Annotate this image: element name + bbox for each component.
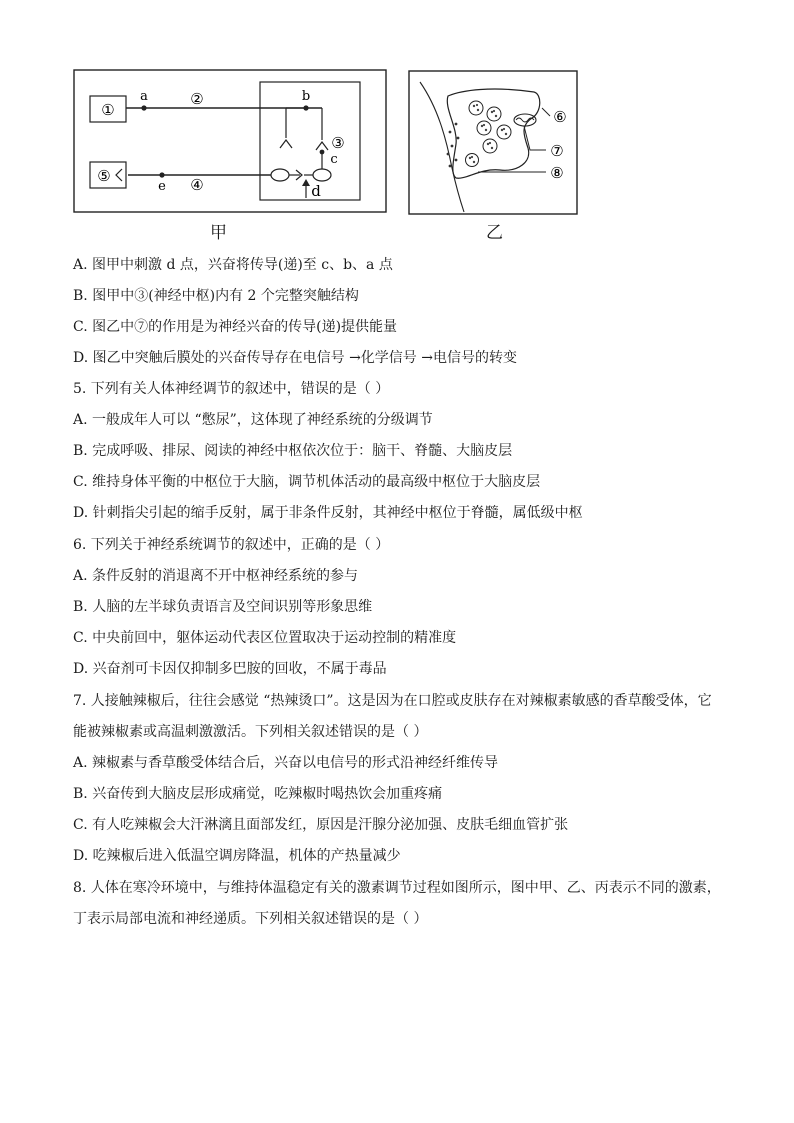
figure-area bbox=[72, 68, 582, 244]
q6-option-b: B. 人脑的左半球负责语言及空间识别等形象思维 bbox=[73, 599, 373, 615]
q5-stem: 5. 下列有关人体神经调节的叙述中，错误的是（ ） bbox=[73, 381, 390, 397]
neuron-body-left bbox=[271, 169, 289, 181]
q4-option-a: A. 图甲中刺激 d 点，兴奋将传导(递)至 c、b、a 点 bbox=[73, 257, 393, 273]
point-a bbox=[141, 105, 146, 110]
label-6: ⑥ bbox=[553, 108, 567, 126]
label-e: e bbox=[158, 179, 166, 194]
reflex-arc-diagram bbox=[72, 68, 582, 244]
q6-option-d: D. 兴奋剂可卡因仅抑制多巴胺的回收，不属于毒品 bbox=[73, 661, 387, 677]
q7-option-b: B. 兴奋传到大脑皮层形成痛觉，吃辣椒时喝热饮会加重疼痛 bbox=[73, 786, 443, 802]
q4-option-c: C. 图乙中⑦的作用是为神经兴奋的传导(递)提供能量 bbox=[73, 319, 398, 335]
q7-option-a: A. 辣椒素与香草酸受体结合后，兴奋以电信号的形式沿神经纤维传导 bbox=[73, 755, 499, 771]
label-8: ⑧ bbox=[550, 164, 564, 182]
q7-option-c: C. 有人吃辣椒会大汗淋漓且面部发红，原因是汗腺分泌加强、皮肤毛细血管扩张 bbox=[73, 817, 569, 833]
vesicle bbox=[477, 121, 491, 135]
q5-option-a: A. 一般成年人可以 “憋尿”，这体现了神经系统的分级调节 bbox=[73, 412, 433, 428]
synapse-knob-left bbox=[280, 140, 292, 148]
vesicle bbox=[466, 154, 479, 167]
q8-stem-line2: 丁表示局部电流和神经递质。下列相关叙述错误的是（ ） bbox=[73, 911, 428, 927]
vesicle bbox=[483, 139, 497, 153]
figure-yi-caption: 乙 bbox=[486, 223, 503, 243]
q5-option-b: B. 完成呼吸、排尿、阅读的神经中枢依次位于：脑干、脊髓、大脑皮层 bbox=[73, 443, 513, 459]
q5-option-d: D. 针刺指尖引起的缩手反射，属于非条件反射，其神经中枢位于脊髓，属低级中枢 bbox=[73, 505, 583, 521]
postsynaptic-membrane bbox=[420, 82, 464, 212]
q4-option-d: D. 图乙中突触后膜处的兴奋传导存在电信号 →化学信号 →电信号的转变 bbox=[73, 350, 517, 366]
label-a: a bbox=[140, 89, 148, 104]
point-e bbox=[159, 172, 164, 177]
q7-stem-line2: 能被辣椒素或高温刺激激活。下列相关叙述错误的是（ ） bbox=[73, 724, 428, 740]
label-2: ② bbox=[190, 90, 204, 108]
label-c: c bbox=[330, 152, 338, 167]
label-4: ④ bbox=[190, 176, 204, 194]
synapse-knob-right bbox=[316, 142, 328, 150]
label-3: ③ bbox=[331, 134, 345, 152]
label-5: ⑤ bbox=[97, 167, 111, 185]
q6-option-c: C. 中央前回中，躯体运动代表区位置取决于运动控制的精准度 bbox=[73, 630, 457, 646]
q8-stem-line1: 8. 人体在寒冷环境中，与维持体温稳定有关的激素调节过程如图所示，图中甲、乙、丙表示不同的激素， bbox=[73, 880, 721, 896]
label-b: b bbox=[301, 89, 311, 104]
q7-stem-line1: 7. 人接触辣椒后，往往会感觉 “热辣烫口”。这是因为在口腔或皮肤存在对辣椒素敏感的香草酸受体，它 bbox=[73, 693, 712, 709]
mitochondrion bbox=[514, 114, 536, 126]
label-1: ① bbox=[101, 101, 115, 119]
q6-option-a: A. 条件反射的消退离不开中枢神经系统的参与 bbox=[73, 568, 359, 584]
q6-stem: 6. 下列关于神经系统调节的叙述中，正确的是（ ） bbox=[73, 537, 390, 553]
label-d: d bbox=[311, 182, 321, 200]
figure-jia-caption: 甲 bbox=[210, 223, 227, 243]
vesicle bbox=[469, 101, 483, 115]
q7-option-d: D. 吃辣椒后进入低温空调房降温，机体的产热量减少 bbox=[73, 848, 401, 864]
vesicle bbox=[487, 107, 501, 121]
q4-option-b: B. 图甲中③(神经中枢)内有 2 个完整突触结构 bbox=[73, 288, 359, 304]
vesicle bbox=[497, 125, 511, 139]
q5-option-c: C. 维持身体平衡的中枢位于大脑，调节机体活动的最高级中枢位于大脑皮层 bbox=[73, 474, 541, 490]
neuron-body-right bbox=[313, 169, 331, 181]
label-7: ⑦ bbox=[550, 142, 564, 160]
